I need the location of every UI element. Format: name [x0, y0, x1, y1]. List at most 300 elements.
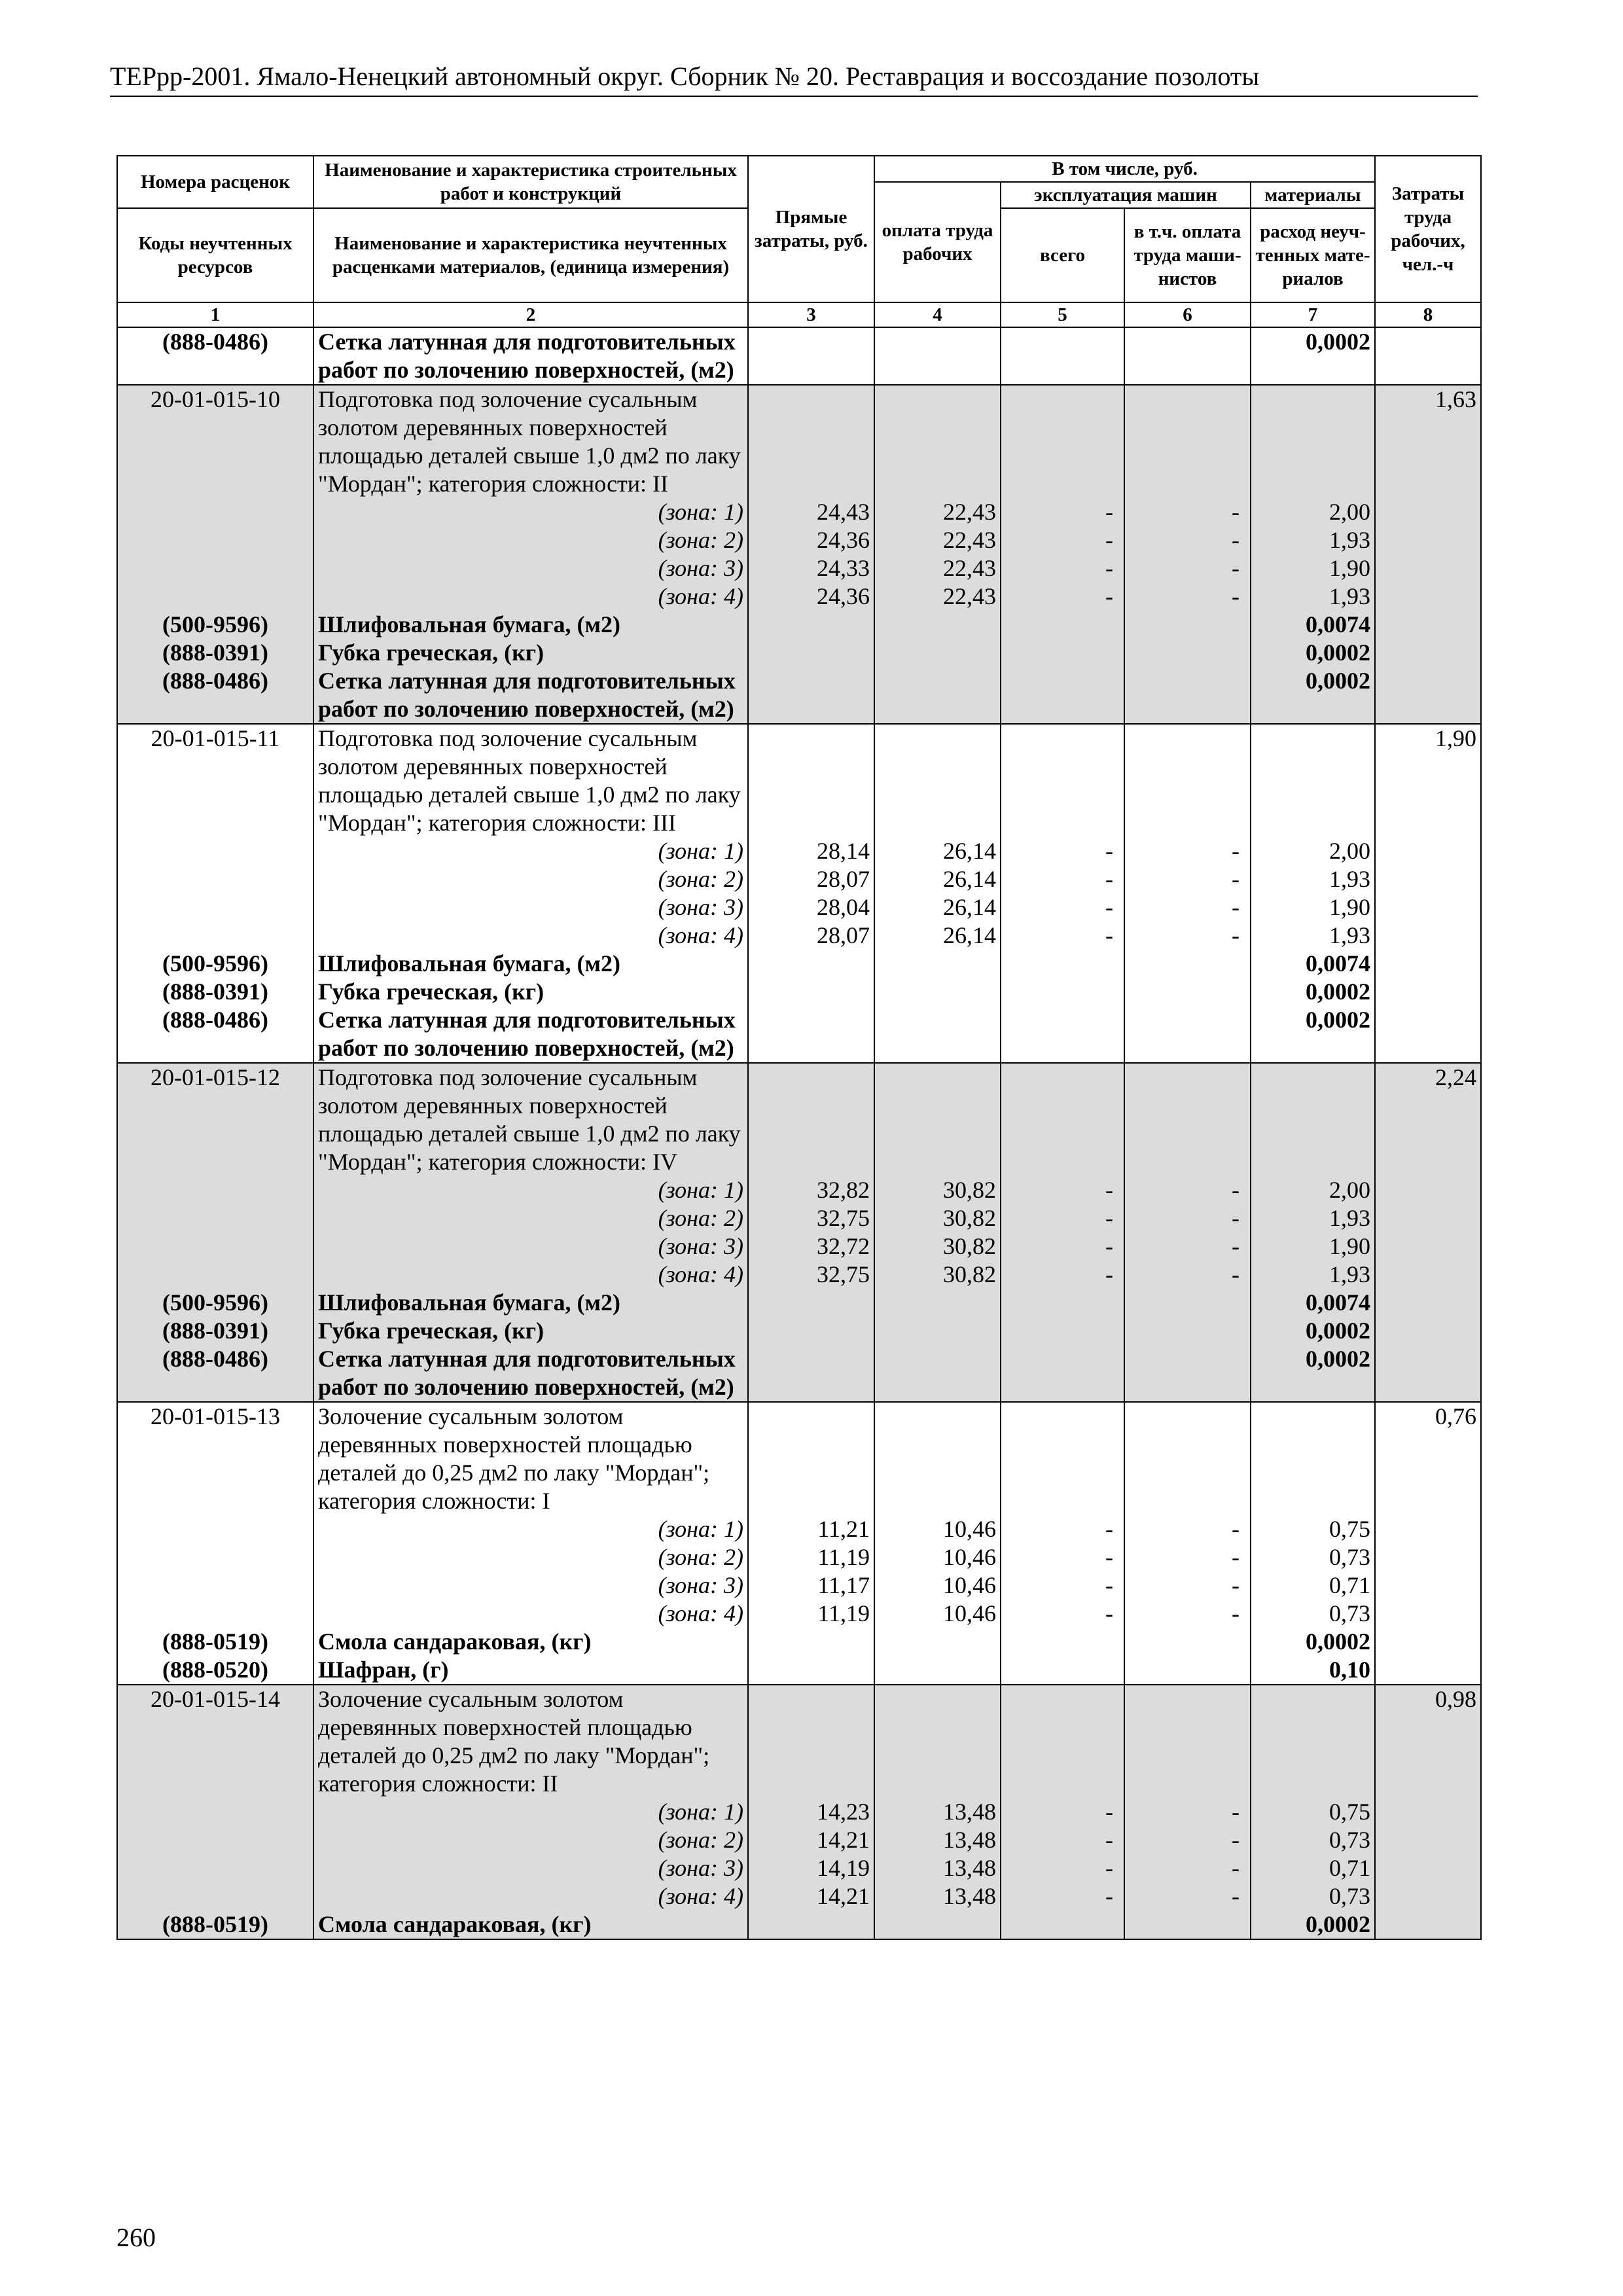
- direct-costs: 14,21: [748, 1882, 874, 1910]
- resource-code: (888-0519): [117, 1628, 313, 1656]
- resource-amount: 0,0002: [1251, 1317, 1375, 1345]
- materials-cost: 0,73: [1251, 1543, 1375, 1571]
- materials-cost: 1,93: [1251, 583, 1375, 611]
- empty-cell: [117, 1600, 313, 1628]
- empty-cell: [1124, 1345, 1251, 1402]
- empty-cell: [1375, 583, 1481, 611]
- empty-cell: [874, 667, 1001, 724]
- empty-cell: [1124, 1402, 1251, 1515]
- resource-name: Смола сандараковая, (кг): [313, 1910, 748, 1939]
- resource-code: (888-0519): [117, 1910, 313, 1939]
- empty-cell: [117, 1176, 313, 1204]
- resource-amount: 0,0002: [1251, 1628, 1375, 1656]
- empty-cell: [874, 950, 1001, 978]
- resource-name: Шлифовальная бумага, (м2): [313, 950, 748, 978]
- machinists-pay: -: [1124, 1854, 1251, 1882]
- resource-amount: 0,10: [1251, 1656, 1375, 1685]
- empty-cell: [1001, 385, 1124, 498]
- labor-costs: 1,90: [1375, 724, 1481, 837]
- empty-cell: [117, 1204, 313, 1232]
- empty-cell: [1124, 1910, 1251, 1939]
- direct-costs: 14,21: [748, 1826, 874, 1854]
- zone-row: [117, 922, 1481, 950]
- zone-label: (зона: 1): [313, 1798, 748, 1826]
- header-including: В том числе, руб.: [874, 156, 1375, 182]
- empty-cell: [748, 667, 874, 724]
- zone-row: [117, 1232, 1481, 1261]
- empty-cell: [1124, 639, 1251, 667]
- zone-row: [117, 1543, 1481, 1571]
- empty-cell: [1001, 1317, 1124, 1345]
- zone-row: [117, 554, 1481, 583]
- zone-label: (зона: 1): [313, 498, 748, 526]
- materials-cost: 0,73: [1251, 1882, 1375, 1910]
- workers-pay: 13,48: [874, 1826, 1001, 1854]
- empty-cell: [1375, 1656, 1481, 1685]
- workers-pay: 13,48: [874, 1882, 1001, 1910]
- direct-costs: 24,36: [748, 583, 874, 611]
- direct-costs: 28,07: [748, 865, 874, 893]
- resource-row: [117, 1910, 1481, 1939]
- zone-label: (зона: 2): [313, 1826, 748, 1854]
- header-materials: материалы: [1251, 182, 1375, 208]
- resource-code: (500-9596): [117, 950, 313, 978]
- header-workers-pay: оплата труда рабочих: [874, 182, 1001, 302]
- empty-cell: [874, 639, 1001, 667]
- empty-cell: [117, 837, 313, 865]
- empty-cell: [1375, 1571, 1481, 1600]
- workers-pay: 10,46: [874, 1515, 1001, 1543]
- rate-title: Подготовка под золочение сусальным золотом деревянных поверхностей площадью деталей свыше 1,0 дм2 по лаку "Мордан"; категория сложности: II: [313, 385, 748, 498]
- machines-total: -: [1001, 1543, 1124, 1571]
- resource-row: [117, 639, 1481, 667]
- workers-pay: 22,43: [874, 583, 1001, 611]
- empty-cell: [117, 1261, 313, 1289]
- empty-cell: [1375, 1317, 1481, 1345]
- machines-total: -: [1001, 893, 1124, 922]
- empty-cell: [1001, 1402, 1124, 1515]
- direct-costs: 28,14: [748, 837, 874, 865]
- resource-amount: 0,0002: [1251, 639, 1375, 667]
- zone-row: [117, 1176, 1481, 1204]
- empty-cell: [1375, 1176, 1481, 1204]
- empty-cell: [748, 1345, 874, 1402]
- zone-row: [117, 893, 1481, 922]
- empty-cell: [748, 1628, 874, 1656]
- resource-row: [117, 950, 1481, 978]
- materials-cost: 0,71: [1251, 1854, 1375, 1882]
- direct-costs: 32,75: [748, 1204, 874, 1232]
- workers-pay: 10,46: [874, 1571, 1001, 1600]
- machinists-pay: -: [1124, 1798, 1251, 1826]
- machinists-pay: -: [1124, 526, 1251, 554]
- zone-label: (зона: 1): [313, 837, 748, 865]
- empty-cell: [1251, 385, 1375, 498]
- machines-total: -: [1001, 526, 1124, 554]
- column-number: 2: [313, 302, 748, 327]
- machinists-pay: -: [1124, 554, 1251, 583]
- empty-cell: [117, 893, 313, 922]
- zone-label: (зона: 3): [313, 1571, 748, 1600]
- materials-cost: 0,75: [1251, 1515, 1375, 1543]
- labor-costs: 2,24: [1375, 1063, 1481, 1176]
- column-number: 6: [1124, 302, 1251, 327]
- empty-cell: [874, 1006, 1001, 1063]
- zone-label: (зона: 2): [313, 526, 748, 554]
- workers-pay: 22,43: [874, 498, 1001, 526]
- zone-row: [117, 1261, 1481, 1289]
- column-number: 4: [874, 302, 1001, 327]
- direct-costs: 32,75: [748, 1261, 874, 1289]
- zone-label: (зона: 4): [313, 583, 748, 611]
- empty-cell: [874, 1317, 1001, 1345]
- resource-amount: 0,0002: [1251, 327, 1375, 385]
- resource-code: (888-0486): [117, 1006, 313, 1063]
- workers-pay: 26,14: [874, 922, 1001, 950]
- empty-cell: [1375, 1798, 1481, 1826]
- direct-costs: 32,72: [748, 1232, 874, 1261]
- materials-cost: 2,00: [1251, 1176, 1375, 1204]
- empty-cell: [748, 1685, 874, 1798]
- empty-cell: [1375, 1515, 1481, 1543]
- empty-cell: [117, 1543, 313, 1571]
- rate-title: Золочение сусальным золотом деревянных поверхностей площадью деталей до 0,25 дм2 по лаку "Мордан"; категория сложности: II: [313, 1685, 748, 1798]
- resource-row: [117, 1317, 1481, 1345]
- empty-cell: [748, 1656, 874, 1685]
- empty-cell: [748, 950, 874, 978]
- empty-cell: [748, 1317, 874, 1345]
- resource-amount: 0,0074: [1251, 611, 1375, 639]
- empty-cell: [1001, 1656, 1124, 1685]
- empty-cell: [1375, 667, 1481, 724]
- resource-code: (888-0391): [117, 639, 313, 667]
- resource-row: [117, 1289, 1481, 1317]
- resource-code: (500-9596): [117, 611, 313, 639]
- direct-costs: 11,17: [748, 1571, 874, 1600]
- zone-row: [117, 1600, 1481, 1628]
- empty-cell: [1375, 1910, 1481, 1939]
- empty-cell: [874, 611, 1001, 639]
- empty-cell: [1124, 327, 1251, 385]
- workers-pay: 10,46: [874, 1600, 1001, 1628]
- workers-pay: 30,82: [874, 1232, 1001, 1261]
- machinists-pay: -: [1124, 1543, 1251, 1571]
- zone-label: (зона: 3): [313, 893, 748, 922]
- page-number: 260: [116, 2223, 156, 2252]
- resource-row: [117, 667, 1481, 724]
- materials-cost: 2,00: [1251, 498, 1375, 526]
- zone-row: [117, 1515, 1481, 1543]
- resource-name: Шафран, (г): [313, 1656, 748, 1685]
- materials-cost: 0,73: [1251, 1600, 1375, 1628]
- empty-cell: [874, 385, 1001, 498]
- direct-costs: 11,19: [748, 1543, 874, 1571]
- zone-row: [117, 1854, 1481, 1882]
- workers-pay: 22,43: [874, 554, 1001, 583]
- empty-cell: [874, 1289, 1001, 1317]
- resource-row: [117, 327, 1481, 385]
- empty-cell: [1124, 1006, 1251, 1063]
- empty-cell: [1375, 1204, 1481, 1232]
- empty-cell: [1375, 554, 1481, 583]
- resource-name: Сетка латунная для подготовительных работ по золочению поверхностей, (м2): [313, 667, 748, 724]
- workers-pay: 26,14: [874, 893, 1001, 922]
- empty-cell: [1124, 1289, 1251, 1317]
- zone-label: (зона: 4): [313, 1600, 748, 1628]
- machines-total: -: [1001, 1826, 1124, 1854]
- direct-costs: 11,19: [748, 1600, 874, 1628]
- empty-cell: [1375, 893, 1481, 922]
- empty-cell: [748, 1402, 874, 1515]
- empty-cell: [117, 865, 313, 893]
- machines-total: -: [1001, 1571, 1124, 1600]
- materials-cost: 1,93: [1251, 526, 1375, 554]
- empty-cell: [1001, 611, 1124, 639]
- header-name-works: Наименование и характеристика строительных работ и конструкций: [313, 156, 748, 208]
- machinists-pay: -: [1124, 1882, 1251, 1910]
- resource-row: [117, 1656, 1481, 1685]
- materials-cost: 1,93: [1251, 865, 1375, 893]
- empty-cell: [748, 724, 874, 837]
- machinists-pay: -: [1124, 1515, 1251, 1543]
- resource-name: Сетка латунная для подготовительных работ по золочению поверхностей, (м2): [313, 1345, 748, 1402]
- zone-row: [117, 1798, 1481, 1826]
- workers-pay: 30,82: [874, 1261, 1001, 1289]
- resource-row: [117, 1006, 1481, 1063]
- empty-cell: [1375, 950, 1481, 978]
- empty-cell: [1001, 667, 1124, 724]
- resource-amount: 0,0002: [1251, 1910, 1375, 1939]
- zone-label: (зона: 1): [313, 1176, 748, 1204]
- empty-cell: [1375, 1261, 1481, 1289]
- empty-cell: [874, 1063, 1001, 1176]
- empty-cell: [1124, 1317, 1251, 1345]
- machines-total: -: [1001, 554, 1124, 583]
- column-number: 8: [1375, 302, 1481, 327]
- empty-cell: [1124, 724, 1251, 837]
- machines-total: -: [1001, 1204, 1124, 1232]
- materials-cost: 2,00: [1251, 837, 1375, 865]
- zone-row: [117, 1204, 1481, 1232]
- header-rates-numbers: Номера расценок: [117, 156, 313, 208]
- empty-cell: [874, 1910, 1001, 1939]
- machinists-pay: -: [1124, 922, 1251, 950]
- empty-cell: [748, 611, 874, 639]
- resource-code: (888-0486): [117, 327, 313, 385]
- header-name-unaccounted: Наименование и характеристика неучтенных расценками материалов, (единица измерения): [313, 208, 748, 302]
- empty-cell: [1124, 1656, 1251, 1685]
- workers-pay: 26,14: [874, 865, 1001, 893]
- header-machines-total: всего: [1001, 208, 1124, 302]
- zone-row: [117, 865, 1481, 893]
- workers-pay: 30,82: [874, 1176, 1001, 1204]
- header-machinists-pay: в т.ч. оплата труда маши- нистов: [1124, 208, 1251, 302]
- column-number: 1: [117, 302, 313, 327]
- empty-cell: [1001, 327, 1124, 385]
- empty-cell: [1001, 950, 1124, 978]
- empty-cell: [748, 978, 874, 1006]
- zone-row: [117, 583, 1481, 611]
- empty-cell: [1251, 1063, 1375, 1176]
- empty-cell: [874, 1685, 1001, 1798]
- empty-cell: [874, 724, 1001, 837]
- empty-cell: [748, 1006, 874, 1063]
- machinists-pay: -: [1124, 583, 1251, 611]
- machines-total: -: [1001, 1882, 1124, 1910]
- empty-cell: [117, 526, 313, 554]
- machines-total: -: [1001, 1600, 1124, 1628]
- resource-code: (888-0391): [117, 978, 313, 1006]
- materials-cost: 0,75: [1251, 1798, 1375, 1826]
- empty-cell: [1124, 1628, 1251, 1656]
- empty-cell: [1375, 1232, 1481, 1261]
- empty-cell: [1001, 978, 1124, 1006]
- empty-cell: [1001, 1628, 1124, 1656]
- empty-cell: [117, 554, 313, 583]
- resource-code: (888-0486): [117, 1345, 313, 1402]
- zone-row: [117, 498, 1481, 526]
- empty-cell: [1375, 1600, 1481, 1628]
- workers-pay: 10,46: [874, 1543, 1001, 1571]
- labor-costs: 0,76: [1375, 1402, 1481, 1515]
- labor-costs: 1,63: [1375, 385, 1481, 498]
- resource-name: Шлифовальная бумага, (м2): [313, 1289, 748, 1317]
- resource-name: Сетка латунная для подготовительных работ по золочению поверхностей, (м2): [313, 1006, 748, 1063]
- direct-costs: 32,82: [748, 1176, 874, 1204]
- machinists-pay: -: [1124, 1571, 1251, 1600]
- empty-cell: [1375, 1628, 1481, 1656]
- empty-cell: [1375, 865, 1481, 893]
- direct-costs: 14,19: [748, 1854, 874, 1882]
- resource-row: [117, 611, 1481, 639]
- empty-cell: [117, 1571, 313, 1600]
- header-machine-operation: эксплуатация машин: [1001, 182, 1251, 208]
- empty-cell: [748, 1910, 874, 1939]
- rate-title-row: [117, 1402, 1481, 1515]
- materials-cost: 1,90: [1251, 893, 1375, 922]
- direct-costs: 28,07: [748, 922, 874, 950]
- empty-cell: [748, 327, 874, 385]
- materials-cost: 1,93: [1251, 922, 1375, 950]
- empty-cell: [1124, 1063, 1251, 1176]
- direct-costs: 11,21: [748, 1515, 874, 1543]
- machinists-pay: -: [1124, 498, 1251, 526]
- machines-total: -: [1001, 1176, 1124, 1204]
- empty-cell: [1124, 978, 1251, 1006]
- direct-costs: 14,23: [748, 1798, 874, 1826]
- rate-code: 20-01-015-13: [117, 1402, 313, 1515]
- empty-cell: [117, 498, 313, 526]
- empty-cell: [1375, 837, 1481, 865]
- zone-label: (зона: 3): [313, 1854, 748, 1882]
- empty-cell: [117, 1882, 313, 1910]
- machines-total: -: [1001, 1261, 1124, 1289]
- resource-name: Губка греческая, (кг): [313, 978, 748, 1006]
- empty-cell: [1375, 1854, 1481, 1882]
- resource-code: (888-0520): [117, 1656, 313, 1685]
- rate-title-row: [117, 1685, 1481, 1798]
- empty-cell: [117, 583, 313, 611]
- rate-code: 20-01-015-14: [117, 1685, 313, 1798]
- empty-cell: [1001, 1685, 1124, 1798]
- zone-label: (зона: 4): [313, 922, 748, 950]
- machines-total: -: [1001, 498, 1124, 526]
- empty-cell: [1375, 1826, 1481, 1854]
- zone-label: (зона: 2): [313, 865, 748, 893]
- resource-name: Смола сандараковая, (кг): [313, 1628, 748, 1656]
- machines-total: -: [1001, 1854, 1124, 1882]
- rate-code: 20-01-015-10: [117, 385, 313, 498]
- resource-code: (888-0391): [117, 1317, 313, 1345]
- empty-cell: [1375, 498, 1481, 526]
- machines-total: -: [1001, 1515, 1124, 1543]
- empty-cell: [1124, 950, 1251, 978]
- workers-pay: 13,48: [874, 1854, 1001, 1882]
- column-number: 5: [1001, 302, 1124, 327]
- resource-name: Губка греческая, (кг): [313, 1317, 748, 1345]
- empty-cell: [748, 1063, 874, 1176]
- rate-title-row: [117, 724, 1481, 837]
- zone-label: (зона: 1): [313, 1515, 748, 1543]
- empty-cell: [874, 1345, 1001, 1402]
- empty-cell: [1251, 1402, 1375, 1515]
- machinists-pay: -: [1124, 1261, 1251, 1289]
- workers-pay: 13,48: [874, 1798, 1001, 1826]
- machines-total: -: [1001, 837, 1124, 865]
- resource-row: [117, 1628, 1481, 1656]
- workers-pay: 30,82: [874, 1204, 1001, 1232]
- rate-title-row: [117, 1063, 1481, 1176]
- column-number: 7: [1251, 302, 1375, 327]
- empty-cell: [874, 1402, 1001, 1515]
- page-header: ТЕРрр-2001. Ямало-Ненецкий автономный округ. Сборник № 20. Реставрация и воссоздание позолоты: [110, 60, 1478, 97]
- direct-costs: 24,43: [748, 498, 874, 526]
- empty-cell: [874, 327, 1001, 385]
- resource-row: [117, 978, 1481, 1006]
- empty-cell: [117, 1854, 313, 1882]
- machines-total: -: [1001, 1798, 1124, 1826]
- empty-cell: [117, 922, 313, 950]
- resource-name: Губка греческая, (кг): [313, 639, 748, 667]
- empty-cell: [1375, 1543, 1481, 1571]
- rate-title-row: [117, 385, 1481, 498]
- workers-pay: 26,14: [874, 837, 1001, 865]
- empty-cell: [1001, 639, 1124, 667]
- resource-row: [117, 1345, 1481, 1402]
- labor-costs: 0,98: [1375, 1685, 1481, 1798]
- resource-amount: 0,0002: [1251, 667, 1375, 724]
- empty-cell: [1375, 639, 1481, 667]
- machines-total: -: [1001, 583, 1124, 611]
- direct-costs: 24,33: [748, 554, 874, 583]
- empty-cell: [1001, 1289, 1124, 1317]
- machines-total: -: [1001, 865, 1124, 893]
- machinists-pay: -: [1124, 865, 1251, 893]
- zone-label: (зона: 2): [313, 1543, 748, 1571]
- machinists-pay: -: [1124, 1232, 1251, 1261]
- rate-code: 20-01-015-11: [117, 724, 313, 837]
- empty-cell: [1001, 1910, 1124, 1939]
- rate-title: Золочение сусальным золотом деревянных поверхностей площадью деталей до 0,25 дм2 по лаку "Мордан"; категория сложности: I: [313, 1402, 748, 1515]
- zone-row: [117, 1826, 1481, 1854]
- empty-cell: [748, 1289, 874, 1317]
- zone-label: (зона: 4): [313, 1882, 748, 1910]
- resource-code: (888-0486): [117, 667, 313, 724]
- rates-table: [116, 155, 1482, 1940]
- header-labor-costs: Затраты труда рабочих, чел.-ч: [1375, 156, 1481, 302]
- empty-cell: [1124, 1685, 1251, 1798]
- machinists-pay: -: [1124, 1826, 1251, 1854]
